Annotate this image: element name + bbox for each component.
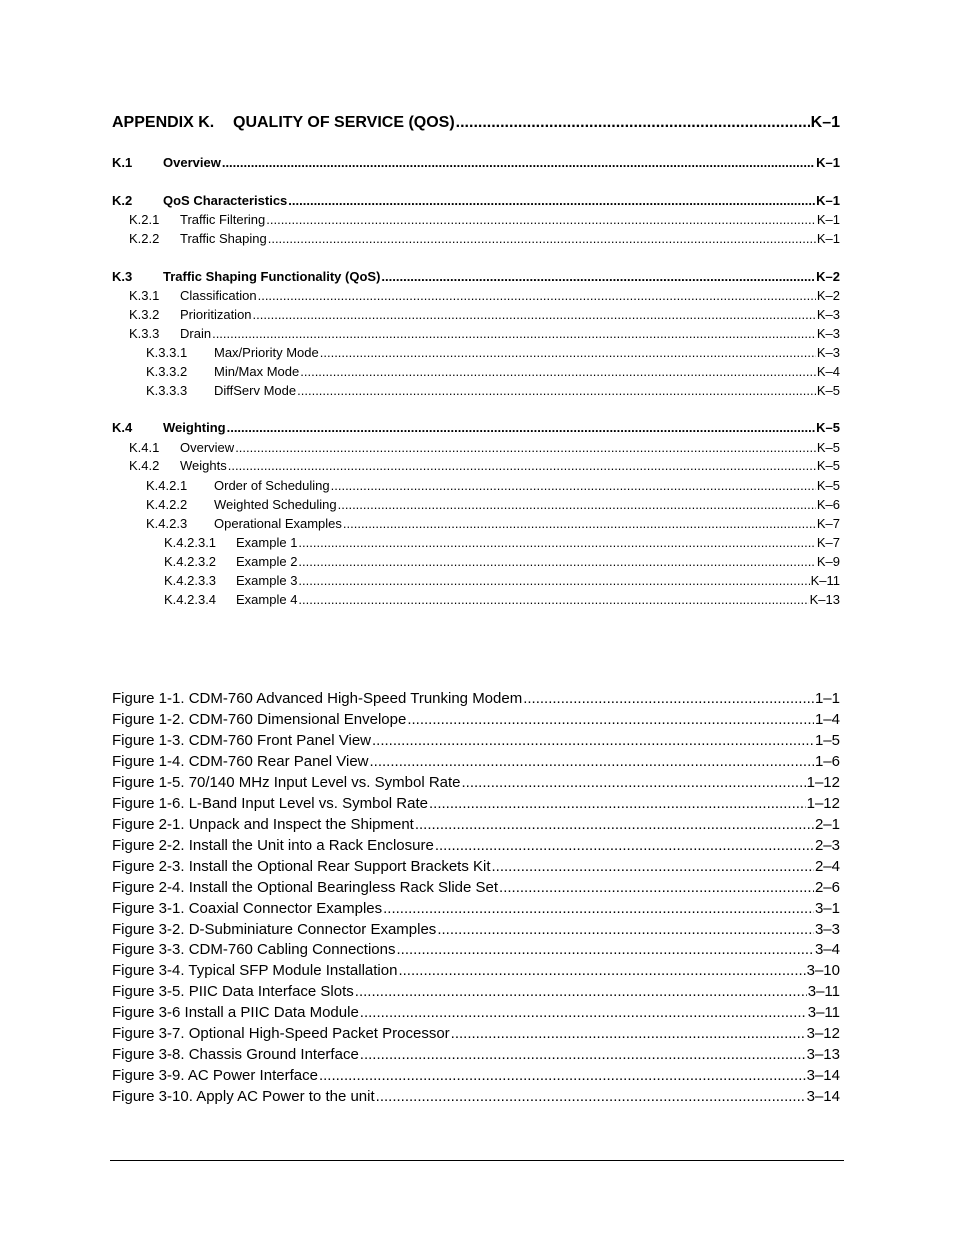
toc-entry[interactable]	[146, 516, 840, 531]
toc-number: K.4.2.3.4	[164, 592, 217, 607]
toc-entry[interactable]	[146, 383, 840, 398]
toc-number: K.4.2	[129, 458, 160, 473]
figure-page-number: 3–1	[814, 900, 840, 917]
figure-page-number: 1–12	[806, 774, 840, 791]
dot-leader	[212, 326, 816, 341]
figure-page-number: 3–10	[806, 962, 840, 979]
figure-entry[interactable]	[112, 795, 840, 812]
figure-page-number: 3–4	[814, 941, 840, 958]
toc-entry[interactable]	[164, 592, 840, 607]
footer-divider	[110, 1160, 844, 1161]
toc-title: Weights	[180, 458, 227, 473]
toc-number: K.3.3.2	[146, 364, 188, 379]
toc-title: QUALITY OF SERVICE (QOS)	[233, 114, 455, 131]
figure-page-number: 3–11	[807, 1004, 840, 1021]
figure-entry[interactable]	[112, 690, 840, 707]
dot-leader	[499, 879, 814, 896]
figure-title: Figure 1-2. CDM-760 Dimensional Envelope	[112, 711, 407, 728]
toc-entry[interactable]	[146, 497, 840, 512]
toc-number: K.3.3.1	[146, 345, 188, 360]
toc-title: Operational Examples	[214, 516, 342, 531]
toc-number: K.4.2.2	[146, 497, 188, 512]
toc-entry[interactable]	[129, 288, 840, 303]
toc-entry[interactable]	[112, 155, 840, 170]
dot-leader	[492, 858, 814, 875]
toc-title: Min/Max Mode	[214, 364, 300, 379]
figure-title: Figure 2-4. Install the Optional Bearingless Rack Slide Set	[112, 879, 499, 896]
dot-leader	[355, 983, 807, 1000]
figure-title: Figure 3-3. CDM-760 Cabling Connections	[112, 941, 396, 958]
toc-page-number: K–5	[816, 458, 840, 473]
toc-number: K.2	[112, 193, 133, 208]
toc-entry[interactable]	[146, 478, 840, 493]
dot-leader	[222, 155, 815, 170]
toc-title: Traffic Shaping Functionality (QoS)	[163, 269, 381, 284]
figure-title: Figure 3-8. Chassis Ground Interface	[112, 1046, 359, 1063]
figure-page-number: 3–11	[807, 983, 840, 1000]
toc-page-number: K–9	[816, 554, 840, 569]
toc-number: K.3.2	[129, 307, 160, 322]
figure-page-number: 1–5	[814, 732, 840, 749]
figure-title: Figure 1-5. 70/140 MHz Input Level vs. Symbol Rate	[112, 774, 461, 791]
toc-number: K.4.2.3.3	[164, 573, 217, 588]
toc-title: DiffServ Mode	[214, 383, 297, 398]
figure-title: Figure 1-3. CDM-760 Front Panel View	[112, 732, 371, 749]
figure-title: Figure 3-1. Coaxial Connector Examples	[112, 900, 383, 917]
toc-title: QoS Characteristics	[163, 193, 288, 208]
dot-leader	[381, 269, 815, 284]
figure-entry[interactable]	[112, 1046, 840, 1063]
dot-leader	[383, 900, 814, 917]
toc-title: Weighting	[163, 420, 226, 435]
toc-title: Traffic Filtering	[180, 212, 266, 227]
figure-title: Figure 1-6. L-Band Input Level vs. Symbol Rate	[112, 795, 428, 812]
figure-page-number: 3–12	[806, 1025, 840, 1042]
toc-page-number: K–7	[816, 535, 840, 550]
toc-entry[interactable]	[164, 535, 840, 550]
dot-leader	[370, 753, 814, 770]
figure-entry[interactable]	[112, 941, 840, 958]
dot-leader	[227, 420, 816, 435]
toc-title: Example 1	[236, 535, 298, 550]
figure-title: Figure 2-2. Install the Unit into a Rack Enclosure	[112, 837, 434, 854]
dot-leader	[343, 516, 816, 531]
toc-page-number: K–1	[810, 114, 840, 131]
dot-leader	[297, 383, 816, 398]
dot-leader	[331, 478, 816, 493]
dot-leader	[298, 573, 809, 588]
figure-entry[interactable]	[112, 962, 840, 979]
toc-number: K.4.2.3.2	[164, 554, 217, 569]
figure-title: Figure 3-4. Typical SFP Module Installation	[112, 962, 398, 979]
toc-page-number: K–2	[816, 288, 840, 303]
toc-entry[interactable]	[112, 269, 840, 284]
figure-entry[interactable]	[112, 1067, 840, 1084]
figure-entry[interactable]	[112, 837, 840, 854]
figure-page-number: 3–3	[814, 921, 840, 938]
figure-entry[interactable]	[112, 900, 840, 917]
dot-leader	[319, 1067, 806, 1084]
toc-page-number: K–11	[810, 573, 840, 588]
toc-number: K.2.1	[129, 212, 160, 227]
dot-leader	[235, 440, 816, 455]
dot-leader	[523, 690, 814, 707]
toc-page-number: K–2	[816, 269, 840, 284]
figure-title: Figure 2-3. Install the Optional Rear Support Brackets Kit	[112, 858, 491, 875]
figure-page-number: 3–13	[806, 1046, 840, 1063]
figure-page-number: 1–1	[814, 690, 840, 707]
dot-leader	[300, 364, 816, 379]
figure-entry[interactable]	[112, 1088, 840, 1105]
figure-title: Figure 3-6 Install a PIIC Data Module	[112, 1004, 359, 1021]
toc-number: K.3.3.3	[146, 383, 188, 398]
toc-number: K.4	[112, 420, 133, 435]
dot-leader	[396, 941, 813, 958]
figure-title: Figure 3-7. Optional High-Speed Packet Processor	[112, 1025, 450, 1042]
toc-page-number: K–7	[816, 516, 840, 531]
dot-leader	[360, 1046, 806, 1063]
toc-title: Order of Scheduling	[214, 478, 330, 493]
toc-number: K.3.3	[129, 326, 160, 341]
figure-page-number: 3–14	[806, 1088, 840, 1105]
figure-title: Figure 3-5. PIIC Data Interface Slots	[112, 983, 354, 1000]
toc-entry[interactable]	[164, 573, 840, 588]
dot-leader	[398, 962, 805, 979]
toc-title: Classification	[180, 288, 257, 303]
dot-leader	[415, 816, 814, 833]
toc-page-number: K–1	[816, 155, 840, 170]
dot-leader	[451, 1025, 806, 1042]
dot-leader	[462, 774, 806, 791]
toc-page-number: K–1	[816, 193, 840, 208]
figure-page-number: 2–4	[814, 858, 840, 875]
toc-page-number: K–6	[816, 497, 840, 512]
toc-title: Overview	[163, 155, 221, 170]
toc-title: Drain	[180, 326, 212, 341]
toc-number: K.4.2.1	[146, 478, 188, 493]
toc-appendix-heading[interactable]	[112, 114, 840, 132]
toc-entry[interactable]	[112, 193, 840, 208]
figure-entry[interactable]	[112, 921, 840, 938]
toc-page-number: K–5	[816, 478, 840, 493]
figure-title: Figure 3-9. AC Power Interface	[112, 1067, 318, 1084]
figure-entry[interactable]	[112, 816, 840, 833]
dot-leader	[258, 288, 816, 303]
toc-page-number: K–3	[816, 345, 840, 360]
dot-leader	[360, 1004, 807, 1021]
dot-leader	[288, 193, 815, 208]
toc-number: K.4.2.3	[146, 516, 188, 531]
toc-number: K.4.2.3.1	[164, 535, 217, 550]
figure-title: Figure 3-2. D-Subminiature Connector Examples	[112, 921, 437, 938]
dot-leader	[320, 345, 816, 360]
dot-leader	[268, 231, 816, 246]
toc-page-number: K–1	[816, 212, 840, 227]
figure-page-number: 1–6	[814, 753, 840, 770]
toc-number: K.4.1	[129, 440, 160, 455]
figure-title: Figure 2-1. Unpack and Inspect the Shipment	[112, 816, 414, 833]
dot-leader	[435, 837, 814, 854]
figure-page-number: 2–3	[814, 837, 840, 854]
toc-number: K.3	[112, 269, 133, 284]
toc-title: Example 2	[236, 554, 298, 569]
dot-leader	[266, 212, 816, 227]
dot-leader	[407, 711, 814, 728]
dot-leader	[429, 795, 806, 812]
toc-entry[interactable]	[146, 364, 840, 379]
toc-page-number: K–5	[816, 383, 840, 398]
toc-entry[interactable]	[129, 458, 840, 473]
toc-entry[interactable]	[129, 326, 840, 341]
figure-page-number: 1–4	[814, 711, 840, 728]
figure-page-number: 2–6	[814, 879, 840, 896]
toc-entry[interactable]	[129, 307, 840, 322]
toc-title: Weighted Scheduling	[214, 497, 337, 512]
toc-page-number: K–4	[816, 364, 840, 379]
figure-title: Figure 1-1. CDM-760 Advanced High-Speed Trunking Modem	[112, 690, 523, 707]
dot-leader	[456, 114, 810, 132]
figure-entry[interactable]	[112, 1004, 840, 1021]
toc-page-number: K–3	[816, 326, 840, 341]
toc-page-number: K–3	[816, 307, 840, 322]
dot-leader	[253, 307, 816, 322]
dot-leader	[437, 921, 814, 938]
toc-page-number: K–13	[809, 592, 840, 607]
dot-leader	[376, 1088, 806, 1105]
figure-entry[interactable]	[112, 753, 840, 770]
figure-entry[interactable]	[112, 983, 840, 1000]
figure-page-number: 2–1	[814, 816, 840, 833]
toc-entry[interactable]	[112, 420, 840, 435]
toc-entry[interactable]	[129, 212, 840, 227]
figure-title: Figure 1-4. CDM-760 Rear Panel View	[112, 753, 369, 770]
toc-number: K.3.1	[129, 288, 160, 303]
figure-entry[interactable]	[112, 858, 840, 875]
dot-leader	[372, 732, 814, 749]
toc-title: Overview	[180, 440, 235, 455]
toc-title: Traffic Shaping	[180, 231, 267, 246]
dot-leader	[298, 535, 815, 550]
figure-entry[interactable]	[112, 879, 840, 896]
toc-title: Prioritization	[180, 307, 252, 322]
toc-number: APPENDIX K.	[112, 114, 215, 131]
figure-title: Figure 3-10. Apply AC Power to the unit	[112, 1088, 375, 1105]
figure-entry[interactable]	[112, 774, 840, 791]
figure-entry[interactable]	[112, 1025, 840, 1042]
figure-entry[interactable]	[112, 711, 840, 728]
toc-page-number: K–1	[816, 231, 840, 246]
toc-number: K.1	[112, 155, 133, 170]
toc-page-number: K–5	[816, 440, 840, 455]
dot-leader	[298, 554, 815, 569]
figure-page-number: 1–12	[806, 795, 840, 812]
toc-number: K.2.2	[129, 231, 160, 246]
figure-entry[interactable]	[112, 732, 840, 749]
toc-title: Example 4	[236, 592, 298, 607]
toc-title: Example 3	[236, 573, 298, 588]
toc-entry[interactable]	[129, 440, 840, 455]
toc-page-number: K–5	[816, 420, 840, 435]
toc-entry[interactable]	[164, 554, 840, 569]
toc-entry[interactable]	[146, 345, 840, 360]
dot-leader	[298, 592, 808, 607]
figure-page-number: 3–14	[806, 1067, 840, 1084]
toc-entry[interactable]	[129, 231, 840, 246]
dot-leader	[338, 497, 816, 512]
dot-leader	[228, 458, 816, 473]
toc-title: Max/Priority Mode	[214, 345, 319, 360]
